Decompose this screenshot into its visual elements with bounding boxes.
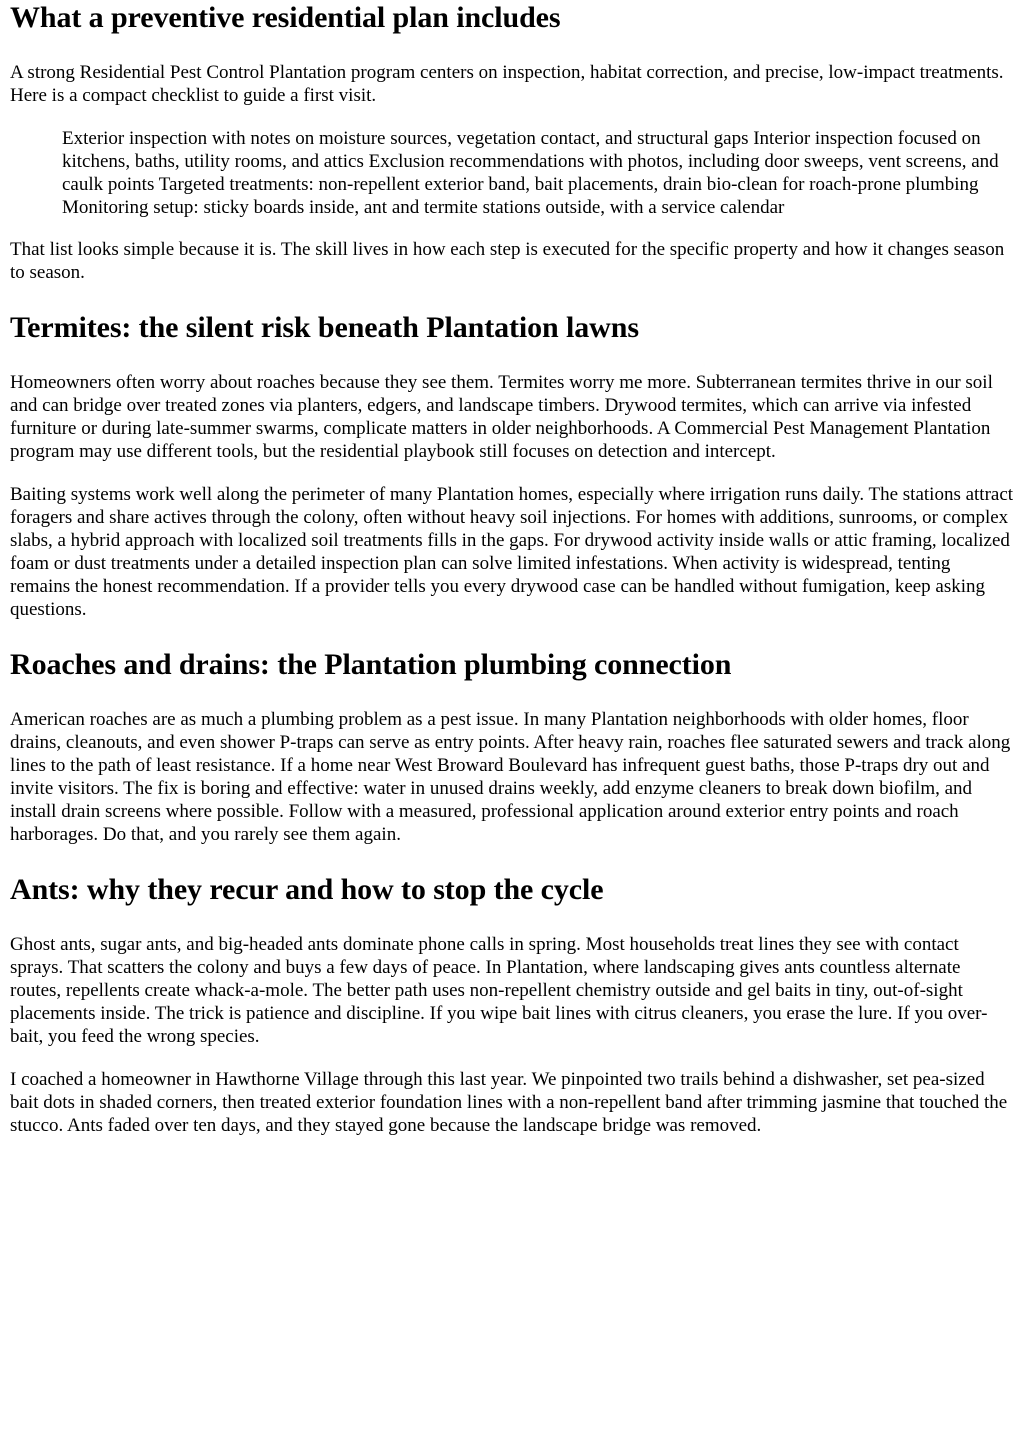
paragraph-plan-intro: A strong Residential Pest Control Plantation program centers on inspection, habitat correction, and precise, low-impact treatments. Here is a compact checklist to guide a first visit.	[10, 62, 1004, 106]
section-preventive-plan	[10, 1, 1014, 284]
paragraph-termites-2: Baiting systems work well along the perimeter of many Plantation homes, especially where irrigation runs daily. The stations attract foragers and share actives through the colony, often without heavy soil injections. For homes with additions, sunrooms, or complex slabs, a hybrid approach with localized soil treatments fills in the gaps. For drywood activity inside walls or attic framing, localized foam or dust treatments under a detailed inspection plan can solve limited infestations. When activity is widespread, tenting remains the honest recommendation. If a provider tells you every drywood case can be handled without fumigation, keep asking questions.	[10, 484, 1014, 620]
section-roaches	[10, 648, 1014, 846]
paragraph-list-note: That list looks simple because it is. The skill lives in how each step is executed for the specific property and how it changes season to season.	[10, 239, 1005, 283]
paragraph-termites-1: Homeowners often worry about roaches because they see them. Termites worry me more. Subterranean termites thrive in our soil and can bridge over treated zones via planters, edgers, and landscape timbers. Drywood termites, which can arrive via infested furniture or during late-summer swarms, complicate matters in older neighborhoods. A Commercial Pest Management Plantation program may use different tools, but the residential playbook still focuses on detection and intercept.	[10, 372, 993, 462]
section-ants	[10, 873, 1014, 1137]
heading-termites: Termites: the silent risk beneath Plantation lawns	[10, 311, 639, 344]
checklist-blockquote: Exterior inspection with notes on moisture sources, vegetation contact, and structural gaps Interior inspection focused on kitchens, baths, utility rooms, and attics Exclusion recommendations with photos, including door sweeps, vent screens, and caulk points Targeted treatments: non-repellent exterior band, bait placements, drain bio-clean for roach-prone plumbing Monitoring setup: sticky boards inside, ant and termite stations outside, with a service calendar	[62, 128, 999, 218]
heading-ants: Ants: why they recur and how to stop the cycle	[10, 873, 604, 906]
paragraph-roaches-1: American roaches are as much a plumbing problem as a pest issue. In many Plantation neighborhoods with older homes, floor drains, cleanouts, and even shower P-traps can serve as entry points. After heavy rain, roaches flee saturated sewers and track along lines to the path of least resistance. If a home near West Broward Boulevard has infrequent guest baths, those P-traps dry out and invite visitors. The fix is boring and effective: water in unused drains weekly, add enzyme cleaners to break down biofilm, and install drain screens where possible. Follow with a measured, professional application around exterior entry points and roach harborages. Do that, and you rarely see them again.	[10, 709, 1011, 845]
paragraph-ants-1: Ghost ants, sugar ants, and big-headed ants dominate phone calls in spring. Most households treat lines they see with contact sprays. That scatters the colony and buys a few days of peace. In Plantation, where landscaping gives ants countless alternate routes, repellents create whack-a-mole. The better path uses non-repellent chemistry outside and gel baits in tiny, out-of-sight placements inside. The trick is patience and discipline. If you wipe bait lines with citrus cleaners, you erase the lure. If you over-bait, you feed the wrong species.	[10, 934, 988, 1047]
section-termites	[10, 311, 1014, 621]
heading-roaches: Roaches and drains: the Plantation plumbing connection	[10, 648, 732, 681]
article	[0, 1, 1024, 1137]
paragraph-ants-2: I coached a homeowner in Hawthorne Village through this last year. We pinpointed two trails behind a dishwasher, set pea-sized bait dots in shaded corners, then treated exterior foundation lines with a non-repellent band after trimming jasmine that touched the stucco. Ants faded over ten days, and they stayed gone because the landscape bridge was removed.	[10, 1069, 1008, 1136]
heading-preventive-plan: What a preventive residential plan includes	[10, 1, 561, 34]
